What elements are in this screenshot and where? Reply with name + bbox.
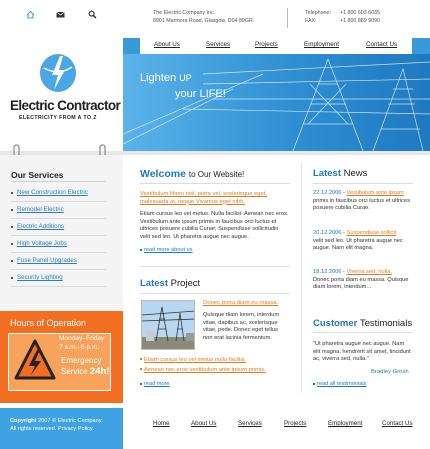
logo-tagline: ELECTRICITY FROM A TO Z xyxy=(19,115,97,121)
divider xyxy=(313,332,413,333)
hours-time: 7 a.m.–5 p.m. xyxy=(59,344,100,351)
divider xyxy=(11,181,106,182)
bullet-icon xyxy=(11,209,13,211)
slogan-word-lighten: Lighten xyxy=(140,72,177,84)
read-all-testimonials-label: read all testimonials xyxy=(317,381,367,387)
news-title-link[interactable]: Viverra sed, nulla. xyxy=(346,269,392,275)
company-name: The Electric Company Inc. xyxy=(153,10,216,16)
footer-nav-projects[interactable]: Projects xyxy=(284,420,307,427)
news-text: velit sed leo. Ut pharetra augue nec augue. Nam elit magna. xyxy=(313,237,403,251)
project-list-link[interactable] xyxy=(140,367,266,373)
project-body: Quisque diam lorem, interdum vitae, dapibus ac, scelerisque vitae, pede. Donec eget tellus non erat lacinia fermentum. xyxy=(203,312,280,341)
service-item[interactable] xyxy=(11,253,106,270)
bullet-icon xyxy=(140,249,142,251)
divider xyxy=(313,183,413,184)
read-more-about-label: read more about us xyxy=(144,247,193,253)
testimonial-quote: "Ut pharetra augue nec augue. Nam elit magna, hendrerit sit amet, tincidunt ac, viverra sed, nulla." xyxy=(313,341,411,362)
service-link[interactable]: New Construction Electric xyxy=(17,189,88,196)
project-list-link[interactable] xyxy=(140,357,246,363)
service-link[interactable]: Fuse Panel Upgrades xyxy=(17,257,77,264)
telephone-label: Telephone: xyxy=(305,10,331,16)
read-more-about-link[interactable] xyxy=(140,247,193,253)
hours-weekdays: Monday–Friday xyxy=(59,335,105,342)
welcome-heading xyxy=(140,168,244,180)
fax-label: FAX: xyxy=(305,18,317,24)
bullet-icon xyxy=(11,243,13,245)
news-date: 18.12.2006 xyxy=(313,269,342,275)
service-link[interactable]: Electric Additions xyxy=(17,223,65,230)
rights-text[interactable]: All rights reserved. Privacy Policy. xyxy=(10,426,94,432)
project-link[interactable]: Donec porta diam eu massa. xyxy=(203,300,279,306)
service-item[interactable] xyxy=(11,202,106,219)
nav-projects[interactable]: Projects xyxy=(255,41,278,48)
news-date: 20.12.2006 xyxy=(313,230,342,236)
mail-icon[interactable] xyxy=(56,10,65,19)
news-item: 20.12.2006 - Suspendisse sollicit velit sed leo. Ut pharetra augue nec augue. Nam elit magna. xyxy=(313,230,413,253)
welcome-heading-bold: Welcome xyxy=(140,168,186,180)
news-heading-bold: Latest xyxy=(313,168,341,179)
project-heading-rest: Project xyxy=(170,278,201,289)
column-divider xyxy=(301,163,302,393)
news-title-link[interactable]: Suspendisse sollicit xyxy=(346,230,397,236)
nav-services[interactable]: Services xyxy=(206,41,231,48)
high-voltage-warning-icon xyxy=(13,338,57,384)
company-info xyxy=(153,9,254,25)
service-item[interactable] xyxy=(11,270,106,287)
bullet-icon xyxy=(313,383,315,385)
testimonial-author: Bradley Grosh xyxy=(371,369,409,375)
service-item[interactable] xyxy=(11,185,106,202)
contact-info xyxy=(305,9,380,25)
read-all-testimonials-link[interactable] xyxy=(313,381,366,387)
footer-nav-home[interactable]: Home xyxy=(153,420,170,427)
latest-project-heading xyxy=(140,278,200,289)
service-item[interactable] xyxy=(11,236,106,253)
welcome-heading-rest: to Our Website! xyxy=(188,170,245,179)
bullet-icon xyxy=(11,277,13,279)
latest-news-heading xyxy=(313,168,367,179)
project-list-link-label: Etiam cursus leo vel metus nulla facilisi. xyxy=(144,357,247,363)
bullet-icon xyxy=(11,192,13,194)
home-icon[interactable] xyxy=(24,8,37,21)
news-text: primis in faucibus orci luctus et ultrices posuere cubilia Curae. xyxy=(313,197,411,211)
emergency-hours: 24h! xyxy=(89,366,110,377)
bullet-icon xyxy=(140,383,142,385)
banner-slogan-line1 xyxy=(140,72,192,84)
testimonials-heading-rest: Testimonials xyxy=(359,318,413,329)
service-label: Service xyxy=(61,367,88,376)
bullet-icon xyxy=(11,260,13,262)
footer-nav-contact-us[interactable]: Contact Us xyxy=(382,420,413,427)
lightning-logo-icon[interactable] xyxy=(38,52,78,96)
news-title-link[interactable]: Vestibulum ante ipsum xyxy=(346,190,404,196)
nav-employment[interactable]: Employment xyxy=(304,41,339,48)
footer-nav-employment[interactable]: Employment xyxy=(328,420,363,427)
banner-slogan-line2 xyxy=(175,88,226,100)
service-link[interactable]: Remodel Electric xyxy=(17,206,64,213)
copyright-label: Copyright xyxy=(10,418,37,424)
divider xyxy=(140,293,290,294)
project-list-link-label: Aenean nec eros vestibulum ante ipsum primis. xyxy=(144,367,266,373)
service-item[interactable] xyxy=(11,219,106,236)
news-item: 18.12.2006 - Viverra sed, nulla. Donec porta diam eu massa. Quisque diam lorem, interdum... xyxy=(313,269,413,292)
slogan-word-your: your xyxy=(175,88,197,100)
divider xyxy=(140,183,290,184)
news-item: 22.12.2006 - Vestibulum ante ipsum primis in faucibus orci luctus et ultrices posuere cubilia Curae. xyxy=(313,190,413,213)
company-address: 0901 Marmora Road, Glasgow, D04 89GR. xyxy=(153,18,255,24)
hours-title: Hours of Operation xyxy=(10,318,87,328)
slogan-word-life: LIFE! xyxy=(199,88,226,100)
project-photo[interactable] xyxy=(141,300,195,350)
news-date: 22.12.2006 xyxy=(313,190,342,196)
divider xyxy=(140,266,290,267)
footer-copyright xyxy=(10,417,103,433)
slogan-word-up: UP xyxy=(179,73,192,83)
read-more-project-label: read more xyxy=(144,381,170,387)
emergency-service xyxy=(61,355,109,377)
copyright-text: 2007 © Electric Company. xyxy=(37,418,103,424)
footer-nav-about-us[interactable]: About Us xyxy=(191,420,217,427)
power-lines-image xyxy=(123,54,430,151)
nav-contact-us[interactable]: Contact Us xyxy=(366,41,398,48)
bullet-icon xyxy=(11,226,13,228)
bullet-icon xyxy=(140,358,142,360)
telephone-value: +1 800 603 6035 xyxy=(340,10,380,16)
testimonials-heading xyxy=(313,318,412,329)
news-text: Donec porta diam eu massa. Quisque diam lorem, interdum... xyxy=(313,276,409,290)
service-link[interactable]: High Voltage Jobs xyxy=(17,240,67,247)
bullet-icon xyxy=(140,368,142,370)
header-banner xyxy=(123,38,430,151)
read-more-project-link[interactable] xyxy=(140,381,170,387)
divider xyxy=(287,8,288,28)
footer-nav-services[interactable]: Services xyxy=(238,420,262,427)
testimonials-heading-bold: Customer xyxy=(313,318,358,329)
news-heading-rest: News xyxy=(343,168,368,179)
search-icon[interactable] xyxy=(88,10,97,19)
services-title: Our Services xyxy=(11,170,64,180)
logo-title[interactable]: Electric Contractor xyxy=(10,98,121,113)
project-heading-bold: Latest xyxy=(140,278,168,289)
fax-value: +1 800 889 9090 xyxy=(340,18,380,24)
nav-about-us[interactable]: About Us xyxy=(154,41,180,48)
service-link[interactable]: Security Lighting xyxy=(17,274,63,281)
hours-schedule xyxy=(59,334,104,352)
welcome-body: Etiam cursus leo vel metus. Nulla facilisi. Aenean nec eros. Vestibulum ante ipsum primis in faucibus orci luctus et ultrices posuere cubilia Curae; Suspendisse sollicitudin velit sed leo. Ut pharetra augue nec augue. xyxy=(140,211,289,240)
emergency-label: Emergency xyxy=(61,356,102,365)
welcome-link[interactable]: Vestibulum libero nisl, porta vel, scelerisque eget, malesuada at, neque Vivamus eget nibh. xyxy=(140,191,267,205)
